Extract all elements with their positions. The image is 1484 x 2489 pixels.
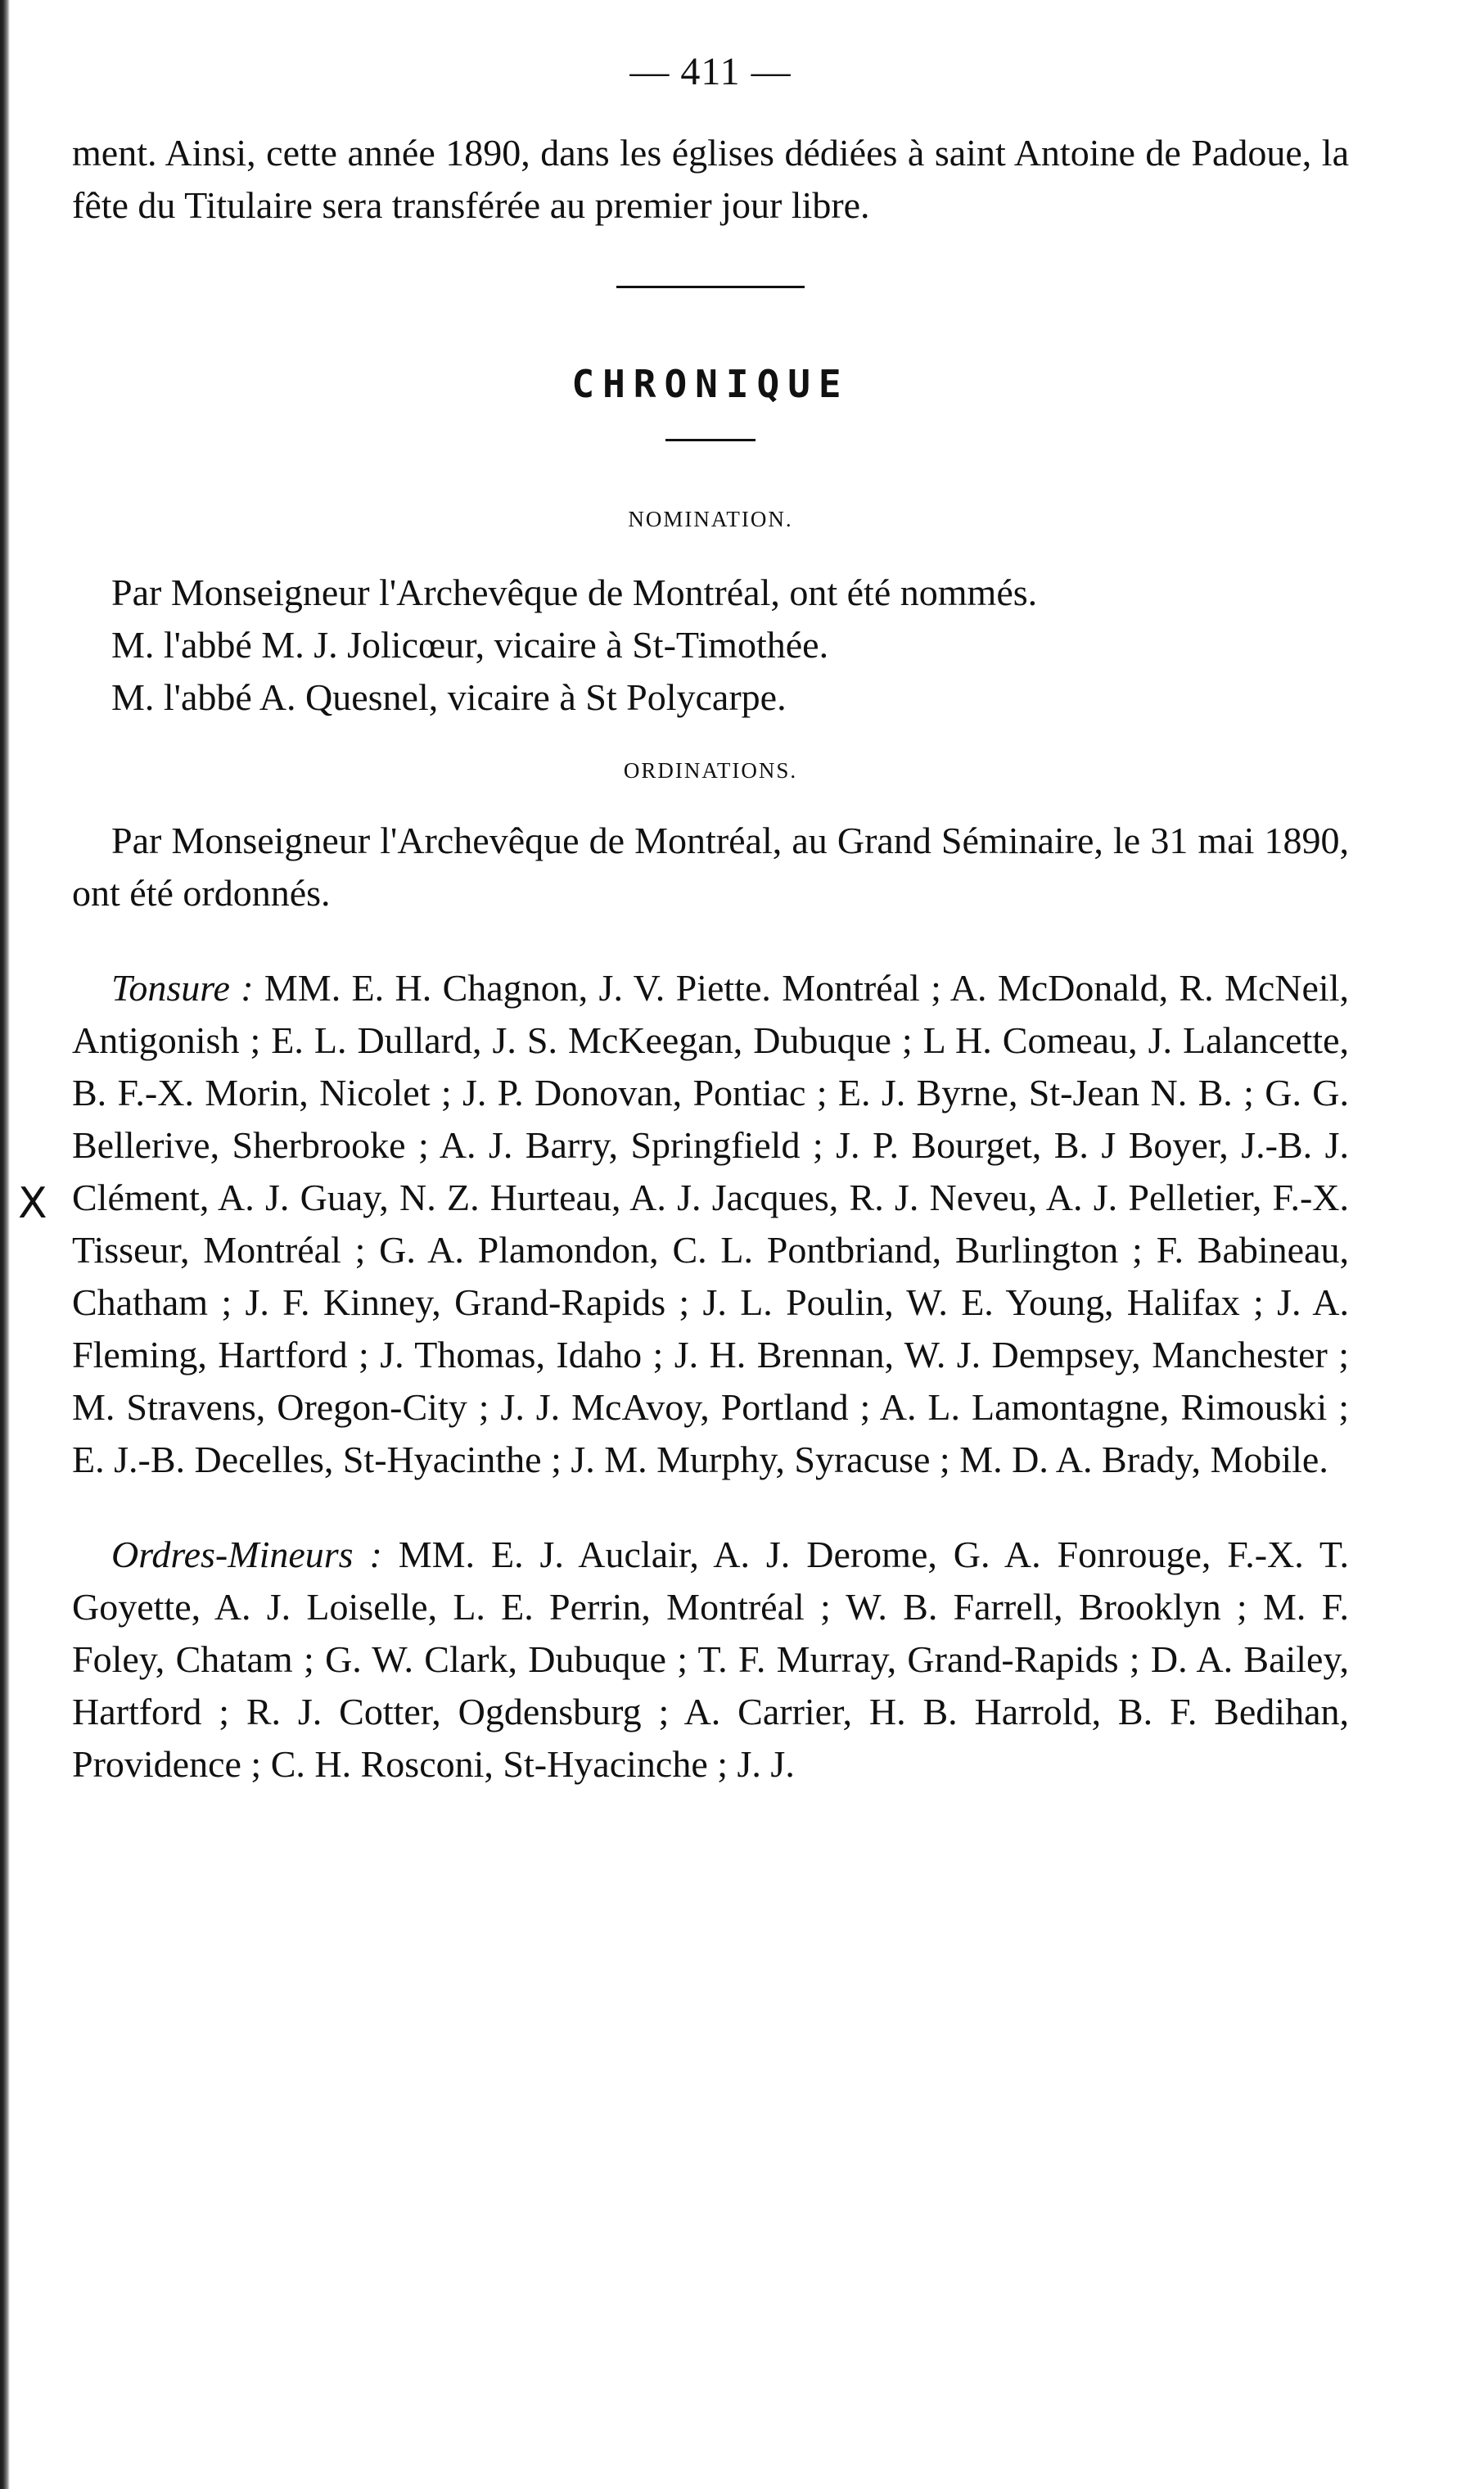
- mineurs-list: MM. E. J. Auclair, A. J. Derome, G. A. Fonrouge, F.-X. T. Goyette, A. J. Loiselle, L. E. Perrin, Montréal ; W. B. Farrell, Brooklyn ; M. F. Foley, Chatam ; G. W. Clark, Dubuque ; T. F. Murray, Grand-Rapids ; D. A. Bailey, Hartford ; R. J. Cotter, Ogdensburg ; A. Carrier, H. B. Harrold, B. F. Bedihan, Providence ; C. H. Rosconi, St-Hyacinche ; J. J.: [72, 1534, 1350, 1785]
- nomination-entry: M. l'abbé A. Quesnel, vicaire à St Polycarpe.: [111, 676, 787, 718]
- tonsure-list: MM. E. H. Chagnon, J. V. Piette. Montréal ; A. McDonald, R. McNeil, Antigonish ; E. L. Dullard, J. S. McKeegan, Dubuque ; L H. Comeau, J. Lalancette, B. F.-X. Morin, Nicolet ; J. P. Donovan, Pontiac ; E. J. Byrne, St-Jean N. B. ; G. G. Bellerive, Sherbrooke ; A. J. Barry, Springfield ; J. P. Bourget, B. J Boyer, J.-B. J. Clément, A. J. Guay, N. Z. Hurteau, A. J. Jacques, R. J. Neveu, A. J. Pelletier, F.-X. Tisseur, Montréal ; G. A. Plamondon, C. L. Pontbriand, Burlington ; F. Babineau, Chatham ; J. F. Kinney, Grand-Rapids ; J. L. Poulin, W. E. Young, Halifax ; J. A. Fleming, Hartford ; J. Thomas, Idaho ; J. H. Brennan, W. J. Dempsey, Manchester ; M. Stravens, Oregon-City ; J. J. McAvoy, Portland ; A. L. Lamontagne, Rimouski ; E. J.-B. Decelles, St-Hyacinthe ; J. M. Murphy, Syracuse ; M. D. A. Brady, Mobile.: [72, 967, 1349, 1480]
- scan-edge-shadow: [0, 0, 10, 2489]
- margin-annotation-mark: X: [18, 1179, 47, 1228]
- document-page: [72, 49, 1349, 1791]
- opening-paragraph: ment. Ainsi, cette année 1890, dans les églises dédiées à saint Antoine de Padoue, la fête du Titulaire sera transférée au premier jour libre.: [72, 132, 1349, 226]
- ordinations-intro: Par Monseigneur l'Archevêque de Montréal, au Grand Séminaire, le 31 mai 1890, ont été ordonnés.: [72, 820, 1349, 914]
- tonsure-paragraph: [72, 962, 1349, 1486]
- nomination-heading: NOMINATION.: [628, 507, 793, 531]
- title-underline-rule: [665, 439, 756, 441]
- section-divider-rule: [616, 286, 805, 288]
- page-number: — 411 —: [629, 50, 792, 93]
- ordinations-heading: ORDINATIONS.: [623, 758, 798, 783]
- section-title: CHRONIQUE: [571, 362, 850, 406]
- mineurs-label: Ordres-Mineurs :: [111, 1534, 382, 1575]
- nomination-entry: M. l'abbé M. J. Jolicœur, vicaire à St-Timothée.: [111, 624, 829, 666]
- nomination-intro: Par Monseigneur l'Archevêque de Montréal, ont été nommés.: [111, 571, 1038, 613]
- mineurs-paragraph: [72, 1529, 1349, 1791]
- tonsure-label: Tonsure :: [111, 967, 254, 1009]
